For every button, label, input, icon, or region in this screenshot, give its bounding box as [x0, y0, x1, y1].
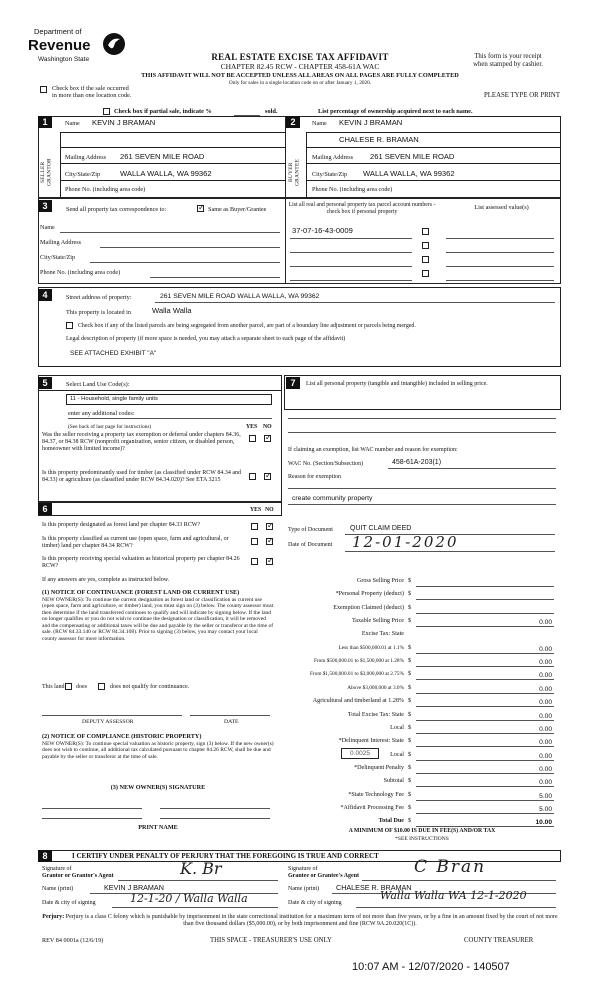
buyer-city[interactable]: WALLA WALLA, WA 99362: [363, 169, 455, 178]
wac-label: WAC No. (Section/Subsection): [288, 461, 364, 467]
new-owner-sig-label: (3) NEW OWNER(S) SIGNATURE: [110, 784, 206, 791]
tax-row-dollar: $: [408, 578, 412, 584]
tax-row-label: Local: [390, 725, 404, 731]
grantee-name[interactable]: CHALESE R. BRAMAN: [336, 883, 412, 892]
tax-row-label: *Personal Property (deduct): [335, 591, 404, 597]
tax-row-label: Total Due: [378, 818, 404, 824]
form-note: Only for sales in a single location code on or after January 1, 2020.: [228, 80, 372, 86]
grantee-name-label: Name (print): [288, 886, 320, 892]
form-revision: REV 84 0001a (12/6/19): [42, 937, 104, 944]
tax-row-value[interactable]: 10.00: [535, 819, 552, 826]
s6-q2-no[interactable]: [266, 538, 273, 545]
receipt-line-1: This form is your receipt: [474, 53, 542, 60]
tax-row-label: Gross Selling Price: [356, 578, 404, 584]
tax-row-dollar: $: [408, 591, 412, 597]
tax-row-value[interactable]: 0.00: [539, 646, 552, 653]
tax-row-label: Above $3,000,000 at 3.0%: [347, 685, 404, 691]
grantor-sig-label: [42, 866, 114, 880]
doc-type-value[interactable]: QUIT CLAIM DEED: [350, 525, 412, 532]
tax-row-label: Taxable Selling Price: [351, 618, 404, 624]
minimum-note: A MINIMUM OF $10.00 IS DUE IN FEE(S) AND/OR TAX: [348, 828, 496, 834]
seller-city[interactable]: WALLA WALLA, WA 99362: [120, 169, 212, 178]
tax-row-dollar: $: [408, 645, 412, 651]
assessed-header: List assessed value(s): [474, 204, 529, 211]
buyer-mailing-label: Mailing Address: [312, 154, 354, 161]
certify-text: I CERTIFY UNDER PENALTY OF PERJURY THAT THE FOREGOING IS TRUE AND CORRECT: [72, 852, 379, 860]
section-3-number: 3: [38, 200, 52, 212]
logo-state: Washington State: [38, 56, 90, 63]
s6-q3-yes[interactable]: [251, 558, 258, 565]
s6-q3-no[interactable]: [266, 558, 273, 565]
section-7-number: 7: [286, 377, 300, 389]
s6-q2-yes[interactable]: [251, 538, 258, 545]
land-does-label: does: [76, 684, 87, 690]
grantor-date-label: Date & city of signing: [42, 900, 96, 906]
s6-question-3: Is this property receiving special valuation as historical property per chapter 84.26 RCW?: [42, 556, 240, 569]
buyer-name-2[interactable]: CHALESE R. BRAMAN: [339, 135, 419, 144]
section-8-number: 8: [38, 850, 52, 862]
tax-row-label: Agricultural and timberland at 1.28%: [312, 698, 404, 704]
s5-q2-no[interactable]: [264, 473, 271, 480]
parcel-4-personal-checkbox[interactable]: [422, 270, 429, 277]
tax-row-label: From $1,500,000.01 to $3,000,000 at 2.75%: [309, 671, 404, 677]
form-warning: THIS AFFIDAVIT WILL NOT BE ACCEPTED UNLESS ALL AREAS ON ALL PAGES ARE FULLY COMPLETED: [141, 72, 459, 79]
logo-dept: Department of: [34, 27, 82, 36]
legal-label: Legal description of property (if more space is needed, you may attach a separate sheet to each page of the affidavit): [66, 336, 346, 342]
tax-row-dollar: $: [408, 671, 412, 677]
street-address[interactable]: 261 SEVEN MILE ROAD WALLA WALLA, WA 99362: [160, 293, 320, 300]
doc-type-label: Type of Document: [288, 527, 333, 533]
s6-q1-yes[interactable]: [251, 523, 258, 530]
s6-yes: YES: [250, 507, 262, 513]
s5-q2-yes[interactable]: [249, 473, 256, 480]
s3-phone-label: Phone No. (including area code): [40, 269, 121, 276]
if-yes-note: If any answers are yes, complete as instructed below.: [42, 577, 170, 583]
assessor-date-label: DATE: [224, 719, 239, 725]
tax-row-label: Subtotal: [383, 778, 404, 784]
treasurer-space: THIS SPACE - TREASURER'S USE ONLY: [210, 937, 332, 944]
tax-row-dollar: $: [408, 658, 412, 664]
buyer-city-label: City/State/Zip: [312, 171, 348, 178]
continuance-text: NEW OWNER(S): To continue the current designation as forest land or classification as current use (open space, farm and agriculture, or timber) land, you must sign on (3) below. The county assessor must then determine if the land transferred continues to qualify and will indicate by signing below. If the land no longer qualifies or you do not wish to continue the designation or classification, it will be removed and the compensating or additional taxes will be due and payable by the seller or transferor at the time of sale. (RCW 84.33.140 or RCW 84.34.108). Prior to signing (3) below, you may contact your local county assessor for more information.: [42, 597, 274, 642]
tax-row-line[interactable]: [416, 613, 554, 614]
s5-q1-no[interactable]: [264, 435, 271, 442]
tax-row-value[interactable]: 0.00: [539, 753, 552, 760]
s3-city-label: City/State/Zip: [40, 254, 76, 261]
reason-label: Reason for exemption: [288, 474, 341, 480]
grantor-agent-label: Grantor or Grantor's Agent: [42, 872, 114, 879]
tax-row-label: *State Technology Fee: [348, 792, 404, 798]
tax-row-value[interactable]: 0.00: [539, 619, 552, 626]
seller-mailing[interactable]: 261 SEVEN MILE ROAD: [120, 152, 205, 161]
tax-row-value[interactable]: 0.00: [539, 713, 552, 720]
grantee-signature[interactable]: C Bran: [414, 857, 487, 877]
grantor-sig-of: Signature of: [42, 866, 72, 872]
tax-row-value[interactable]: 0.00: [539, 739, 552, 746]
section-6-number: 6: [38, 503, 52, 515]
this-land-label: This land: [42, 684, 65, 690]
tax-row-dollar: $: [408, 712, 412, 718]
perjury-label: Perjury:: [42, 914, 65, 920]
section-5-number: 5: [38, 377, 52, 389]
tax-row-dollar: $: [408, 765, 412, 771]
grantor-name-label: Name (print): [42, 886, 74, 892]
grantee-sig-label: [288, 866, 359, 880]
logo-revenue: Revenue: [28, 37, 91, 54]
grantor-signature[interactable]: K. Br: [180, 859, 222, 878]
multi-location-label: [52, 85, 131, 99]
s6-question-1: Is this property designated as forest land per chapter 84.33 RCW?: [42, 522, 201, 528]
land-does-not-checkbox[interactable]: [98, 683, 105, 690]
tax-row-dollar: $: [408, 778, 412, 784]
additional-codes-label: enter any additional codes:: [68, 410, 135, 417]
tax-row-dollar: $: [408, 605, 412, 611]
tax-row-dollar: $: [408, 698, 412, 704]
tax-row-label: From $500,000.01 to $1,500,000 at 1.28%: [313, 658, 404, 664]
grantee-sig-of: Signature of: [288, 866, 318, 872]
multi-location-text-1: Check box if the sale occurred: [52, 85, 129, 92]
tax-row-value[interactable]: 0.00: [539, 672, 552, 679]
perjury-block: [42, 914, 558, 928]
land-use-label: Select Land Use Code(s):: [66, 381, 130, 388]
tax-row-dollar: $: [408, 792, 412, 798]
buyer-mailing[interactable]: 261 SEVEN MILE ROAD: [370, 152, 455, 161]
located-value[interactable]: Walla Walla: [152, 306, 192, 315]
parcel-1-personal-checkbox[interactable]: [422, 228, 429, 235]
tax-row-label: *Delinquent Penalty: [354, 765, 404, 771]
segregated-checkbox[interactable]: [66, 322, 73, 329]
s6-no: NO: [265, 507, 274, 513]
partial-sale-label: Check box if partial sale, indicate %: [114, 108, 212, 115]
tax-row-line[interactable]: [416, 599, 554, 600]
seller-phone-label: Phone No. (including area code): [65, 186, 146, 193]
parcel-2-personal-checkbox[interactable]: [422, 242, 429, 249]
section-4-number: 4: [38, 289, 52, 301]
tax-row-value[interactable]: 0.00: [539, 779, 552, 786]
same-as-buyer-label: Same as Buyer/Grantee: [208, 206, 267, 213]
tax-row-dollar: $: [408, 805, 412, 811]
tax-row-label: Local: [390, 752, 404, 758]
s5-no: NO: [263, 424, 272, 430]
dor-logo: [28, 26, 128, 72]
grantee-date-label: Date & city of signing: [288, 900, 342, 906]
legal-description[interactable]: SEE ATTACHED EXHIBIT "A": [70, 350, 157, 357]
tax-row-dollar: $: [408, 752, 412, 758]
parcels-header: List all real and personal property tax parcel account numbers - check box if personal property: [288, 202, 436, 215]
tax-row-dollar: $: [408, 738, 412, 744]
deputy-assessor-label: DEPUTY ASSESSOR: [82, 719, 134, 725]
receipt-note: [448, 53, 568, 69]
doc-date-label: Date of Document: [288, 542, 333, 548]
doc-date-value[interactable]: 12-01-2020: [352, 533, 459, 551]
see-back-label: (See back of last page for instructions): [68, 424, 152, 430]
local-rate-value[interactable]: 0.0025: [350, 750, 370, 757]
tax-row-label: Total Excise Tax: State: [347, 712, 404, 718]
exemption-label: If claiming an exemption, list WAC number and reason for exemption:: [288, 447, 458, 453]
street-label: Street address of property:: [66, 294, 132, 301]
seller-city-label: City/State/Zip: [65, 171, 101, 178]
s3-mailing-label: Mailing Address: [40, 239, 82, 246]
see-instructions: *SEE INSTRUCTIONS: [395, 836, 449, 842]
tax-row-value[interactable]: 0.00: [539, 659, 552, 666]
continuance-title: (1) NOTICE OF CONTINUANCE (FOREST LAND OR CURRENT USE): [42, 589, 240, 596]
s5-yes: YES: [246, 424, 258, 430]
tax-row-label: *Delinquent Interest: State: [338, 738, 404, 744]
tax-row-dollar: $: [408, 618, 412, 624]
historic-title: (2) NOTICE OF COMPLIANCE (HISTORIC PROPERTY): [42, 733, 202, 740]
section-2-number: 2: [286, 116, 300, 128]
tax-row-value[interactable]: 5.00: [539, 806, 552, 813]
wa-logo-icon: [102, 32, 126, 56]
please-type: PLEASE TYPE OR PRINT: [484, 92, 560, 99]
s5-q1-yes[interactable]: [249, 435, 256, 442]
buyer-name-1[interactable]: KEVIN J BRAMAN: [339, 118, 403, 127]
seller-name-label: Name: [65, 120, 80, 127]
s6-question-2: Is this property classified as current use (open space, farm and agricultural, or timber) land per chapter 84.34 RCW?: [42, 536, 229, 549]
print-name-label: PRINT NAME: [138, 824, 178, 831]
tax-row-dollar: $: [408, 818, 412, 824]
send-correspondence-label: Send all property tax correspondence to:: [66, 206, 167, 213]
receipt-timestamp: 10:07 AM - 12/07/2020 - 140507: [352, 961, 510, 973]
segregated-label: Check box if any of the listed parcels are being segregated from another parcel, are part of a boundary line adjustment or parcels being merged.: [78, 323, 416, 329]
historic-text: NEW OWNER(S): To continue special valuation as historic property, sign (3) below. If the new owner(s) does not wish to continue, all additional tax calculated pursuant to chapter 84.26 RCW, shall be due and payable by the seller or transferor at the time of sale.: [42, 741, 274, 760]
s5-question-1: Was the seller receiving a property tax exemption or deferral under chapters 84.36, 84.37, or 84.38 RCW (nonprofit organization, senior citizen, or disabled person, homeowner with limited income)?: [42, 432, 241, 452]
form-title: REAL ESTATE EXCISE TAX AFFIDAVIT: [211, 52, 389, 62]
tax-row-dollar: $: [408, 685, 412, 691]
section-6-box: [38, 502, 282, 516]
reason-value[interactable]: create community property: [292, 495, 373, 502]
tax-row-label: Exemption Claimed (deduct): [333, 605, 404, 611]
multi-location-text-2: in more than one location code.: [52, 92, 132, 100]
tax-row-line[interactable]: [416, 586, 554, 587]
tax-row-label: Excise Tax: State: [361, 631, 404, 637]
multi-location-checkbox[interactable]: [40, 86, 47, 93]
s6-q1-no[interactable]: [266, 523, 273, 530]
buyer-phone-label: Phone No. (including area code): [312, 186, 393, 193]
parcel-3-personal-checkbox[interactable]: [422, 256, 429, 263]
tax-row-dollar: $: [408, 725, 412, 731]
parcel-1[interactable]: 37-07-16-43-0009: [292, 226, 353, 235]
s3-name-label: Name: [40, 224, 55, 231]
wac-value[interactable]: 458-61A-203(1): [392, 459, 442, 466]
grantor-name[interactable]: KEVIN J BRAMAN: [104, 883, 164, 892]
s5-question-2: Is this property predominantly used for timber (as classified under RCW 84.34 and 84.33) or agriculture (as classified under RCW 84.34.020)? See ETA 3215: [42, 470, 242, 483]
tax-row-value[interactable]: 5.00: [539, 793, 552, 800]
grantee-agent-label: Grantee or Grantee's Agent: [288, 872, 360, 879]
buyer-name-label: Name: [312, 120, 327, 127]
tax-row-value[interactable]: 0.00: [539, 726, 552, 733]
located-label: This property is located in: [66, 309, 131, 316]
tax-row-value[interactable]: 0.00: [539, 699, 552, 706]
personal-property-label: List all personal property (tangible and intangible) included in selling price.: [306, 381, 488, 387]
tax-row-value[interactable]: 0.00: [539, 686, 552, 693]
grantor-date-city[interactable]: 12-1-20 / Walla Walla: [130, 892, 248, 905]
grantee-date-city[interactable]: Walla Walla WA 12-1-2020: [380, 889, 527, 902]
same-as-buyer-checkbox[interactable]: [197, 205, 204, 212]
seller-name[interactable]: KEVIN J BRAMAN: [92, 118, 156, 127]
tax-row-label: Less than $500,000.01 at 1.1%: [338, 645, 404, 651]
perjury-text: Perjury is a class C felony which is punishable by imprisonment in the state correctional institution for a maximum term of not more than five years, or by a fine in an amount fixed by the court of not more than five thousand dollars ($5,000.00), or by both imprisonment and fine (RCW 9A.20.020(1C)).: [65, 914, 558, 927]
land-does-checkbox[interactable]: [65, 683, 72, 690]
receipt-line-2: when stamped by cashier.: [473, 60, 543, 68]
land-use-value: 11 - Household, single family units: [70, 396, 158, 402]
buyer-side-label: BUYER GRANTEE: [288, 158, 301, 186]
section-1-number: 1: [38, 116, 52, 128]
seller-mailing-label: Mailing Address: [65, 154, 107, 161]
seller-side-label: SELLER GRANTOR: [40, 158, 53, 186]
form-subtitle: CHAPTER 82.45 RCW - CHAPTER 458-61A WAC: [220, 62, 380, 71]
land-does-not-label: does not qualify for continuance.: [110, 684, 190, 690]
ownership-label: List percentage of ownership acquired next to each name.: [318, 108, 473, 115]
county-treasurer: COUNTY TREASURER: [464, 937, 534, 944]
sold-label: sold.: [265, 108, 278, 115]
tax-row-label: *Affidavit Processing Fee: [340, 805, 404, 811]
partial-sale-checkbox[interactable]: [103, 108, 110, 115]
tax-row-value[interactable]: 0.00: [539, 766, 552, 773]
